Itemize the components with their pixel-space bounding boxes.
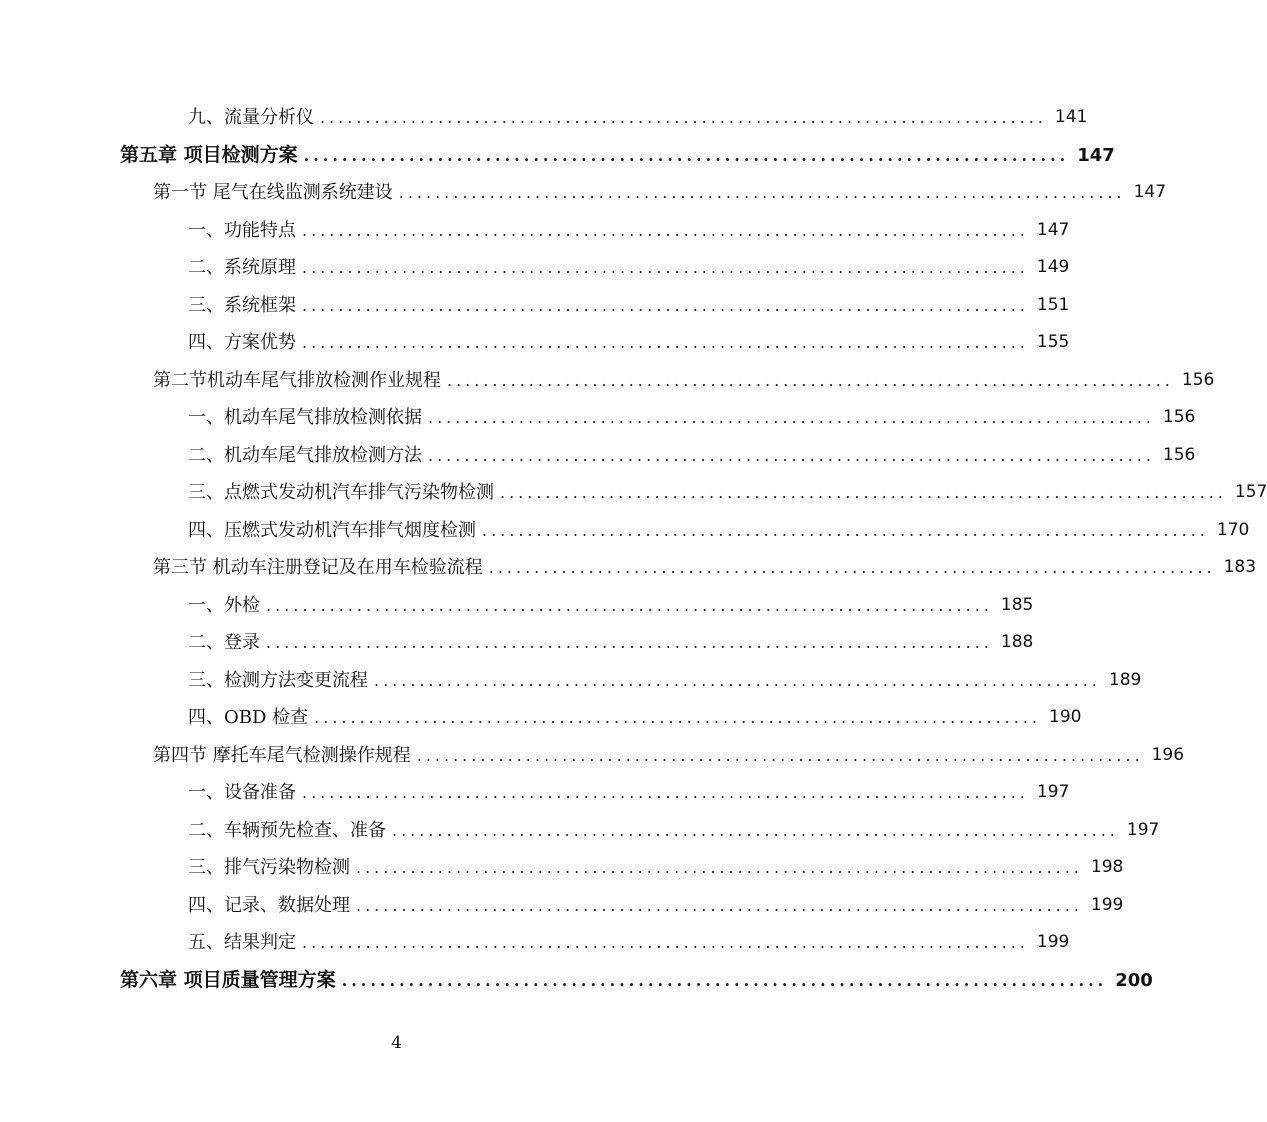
toc-entry-label: 第一节 尾气在线监测系统建设 [153, 182, 393, 203]
toc-entry-page: 147 [1077, 144, 1115, 166]
dot-leader: ................................................................................ [302, 783, 1029, 802]
toc-entry-section[interactable] [0, 737, 1185, 775]
toc-entry-label: 三、系统框架 [188, 294, 296, 316]
toc-entry-label: 第五章 项目检测方案 [120, 143, 298, 166]
dot-leader: ................................................................................ [416, 745, 1144, 765]
dot-leader: ................................................................................ [392, 820, 1119, 840]
dot-leader: ................................................................................ [341, 970, 1108, 990]
toc-entry-item[interactable] [0, 624, 1034, 662]
toc-entry-page: 170 [1216, 519, 1250, 540]
toc-entry-label: 第四节 摩托车尾气检测操作规程 [153, 744, 411, 766]
toc-entry-page: 197 [1036, 782, 1070, 802]
toc-entry-item[interactable] [0, 587, 1034, 625]
toc-entry-page: 200 [1115, 969, 1153, 991]
dot-leader: ................................................................................ [303, 145, 1070, 165]
page-number: 4 [391, 1033, 402, 1053]
toc-entry-section[interactable] [0, 174, 1167, 212]
toc-entry-label: 第三节 机动车注册登记及在用车检验流程 [153, 557, 483, 578]
toc-entry-label: 二、系统原理 [188, 257, 296, 278]
toc-entry-chapter[interactable] [0, 137, 1115, 175]
toc-entry-page: 197 [1126, 819, 1160, 840]
toc-entry-item[interactable] [0, 287, 1070, 325]
toc-entry-page: 190 [1049, 707, 1082, 727]
toc-entry-label: 九、流量分析仪 [188, 107, 314, 128]
toc-entry-label: 一、设备准备 [188, 782, 296, 803]
toc-entry-label: 第六章 项目质量管理方案 [120, 968, 336, 991]
toc-entry-item[interactable] [0, 849, 1124, 887]
toc-entry-label: 二、车辆预先检查、准备 [188, 819, 386, 841]
dot-leader: ................................................................................ [428, 408, 1155, 427]
toc-entry-label: 四、记录、数据处理 [188, 894, 350, 916]
toc-entry-label: 一、功能特点 [188, 219, 296, 241]
toc-entry-item[interactable] [0, 437, 1196, 475]
dot-leader: ................................................................................ [302, 933, 1029, 952]
toc-entry-page: 147 [1133, 182, 1167, 202]
toc-entry-page: 183 [1223, 557, 1257, 577]
toc-entry-item[interactable] [0, 812, 1160, 850]
toc-entry-section[interactable] [0, 362, 1215, 400]
toc-entry-page: 199 [1036, 932, 1070, 952]
dot-leader: ................................................................................ [320, 108, 1047, 127]
dot-leader: ................................................................................ [447, 370, 1174, 390]
toc-entry-page: 198 [1090, 857, 1124, 877]
toc-entry-item[interactable] [0, 699, 1082, 737]
toc-entry-label: 二、登录 [188, 632, 260, 653]
dot-leader: ................................................................................ [488, 558, 1216, 577]
dot-leader: ................................................................................ [266, 633, 993, 652]
toc-entry-item[interactable] [0, 512, 1250, 550]
toc-entry-page: 156 [1162, 444, 1196, 465]
toc-entry-label: 五、结果判定 [188, 932, 296, 953]
toc-entry-item[interactable] [0, 774, 1070, 812]
toc-entry-item[interactable] [0, 887, 1124, 925]
dot-leader: ................................................................................ [482, 520, 1209, 540]
toc-entry-item[interactable] [0, 212, 1070, 250]
toc-entry-item[interactable] [0, 924, 1070, 962]
toc-entry-page: 157 [1234, 482, 1267, 502]
dot-leader: ................................................................................ [356, 895, 1083, 915]
toc-entry-page: 196 [1151, 744, 1185, 765]
toc-entry-label: 二、机动车尾气排放检测方法 [188, 444, 422, 466]
toc-entry-page: 155 [1036, 332, 1070, 352]
dot-leader: ................................................................................ [302, 333, 1029, 352]
toc-entry-label: 第二节机动车尾气排放检测作业规程 [153, 369, 441, 391]
dot-leader: ................................................................................ [428, 445, 1155, 465]
toc-entry-item[interactable] [0, 324, 1070, 362]
toc-entry-page: 147 [1036, 219, 1070, 240]
dot-leader: ................................................................................ [302, 220, 1029, 240]
toc-entry-item[interactable] [0, 249, 1070, 287]
table-of-contents [0, 99, 1267, 999]
toc-entry-label: 一、外检 [188, 594, 260, 616]
toc-entry-label: 三、点燃式发动机汽车排气污染物检测 [188, 482, 494, 503]
toc-entry-item[interactable] [0, 662, 1142, 700]
toc-entry-page: 141 [1054, 107, 1088, 127]
toc-entry-page: 188 [1000, 632, 1034, 652]
toc-entry-page: 149 [1036, 257, 1070, 277]
toc-entry-page: 156 [1181, 369, 1215, 390]
toc-entry-label: 三、排气污染物检测 [188, 857, 350, 878]
dot-leader: ................................................................................ [314, 708, 1042, 727]
toc-entry-label: 四、OBD 检查 [188, 707, 309, 728]
toc-entry-section[interactable] [0, 549, 1257, 587]
dot-leader: ................................................................................ [500, 483, 1227, 502]
toc-entry-item[interactable] [0, 399, 1196, 437]
toc-entry-label: 四、压燃式发动机汽车排气烟度检测 [188, 519, 476, 541]
toc-entry-page: 189 [1108, 669, 1142, 690]
dot-leader: ................................................................................ [356, 858, 1083, 877]
dot-leader: ................................................................................ [398, 183, 1126, 202]
toc-entry-label: 一、机动车尾气排放检测依据 [188, 407, 422, 428]
dot-leader: ................................................................................ [302, 258, 1029, 277]
toc-entry-chapter[interactable] [0, 962, 1153, 1000]
toc-entry-page: 156 [1162, 407, 1196, 427]
toc-entry-item[interactable] [0, 474, 1267, 512]
toc-entry-page: 185 [1000, 594, 1034, 615]
toc-entry-label: 三、检测方法变更流程 [188, 669, 368, 691]
toc-entry-page: 199 [1090, 894, 1124, 915]
dot-leader: ................................................................................ [302, 295, 1029, 315]
dot-leader: ................................................................................ [374, 670, 1101, 690]
dot-leader: ................................................................................ [266, 595, 993, 615]
toc-entry-label: 四、方案优势 [188, 332, 296, 353]
toc-entry-page: 151 [1036, 294, 1070, 315]
toc-entry-item[interactable] [0, 99, 1088, 137]
